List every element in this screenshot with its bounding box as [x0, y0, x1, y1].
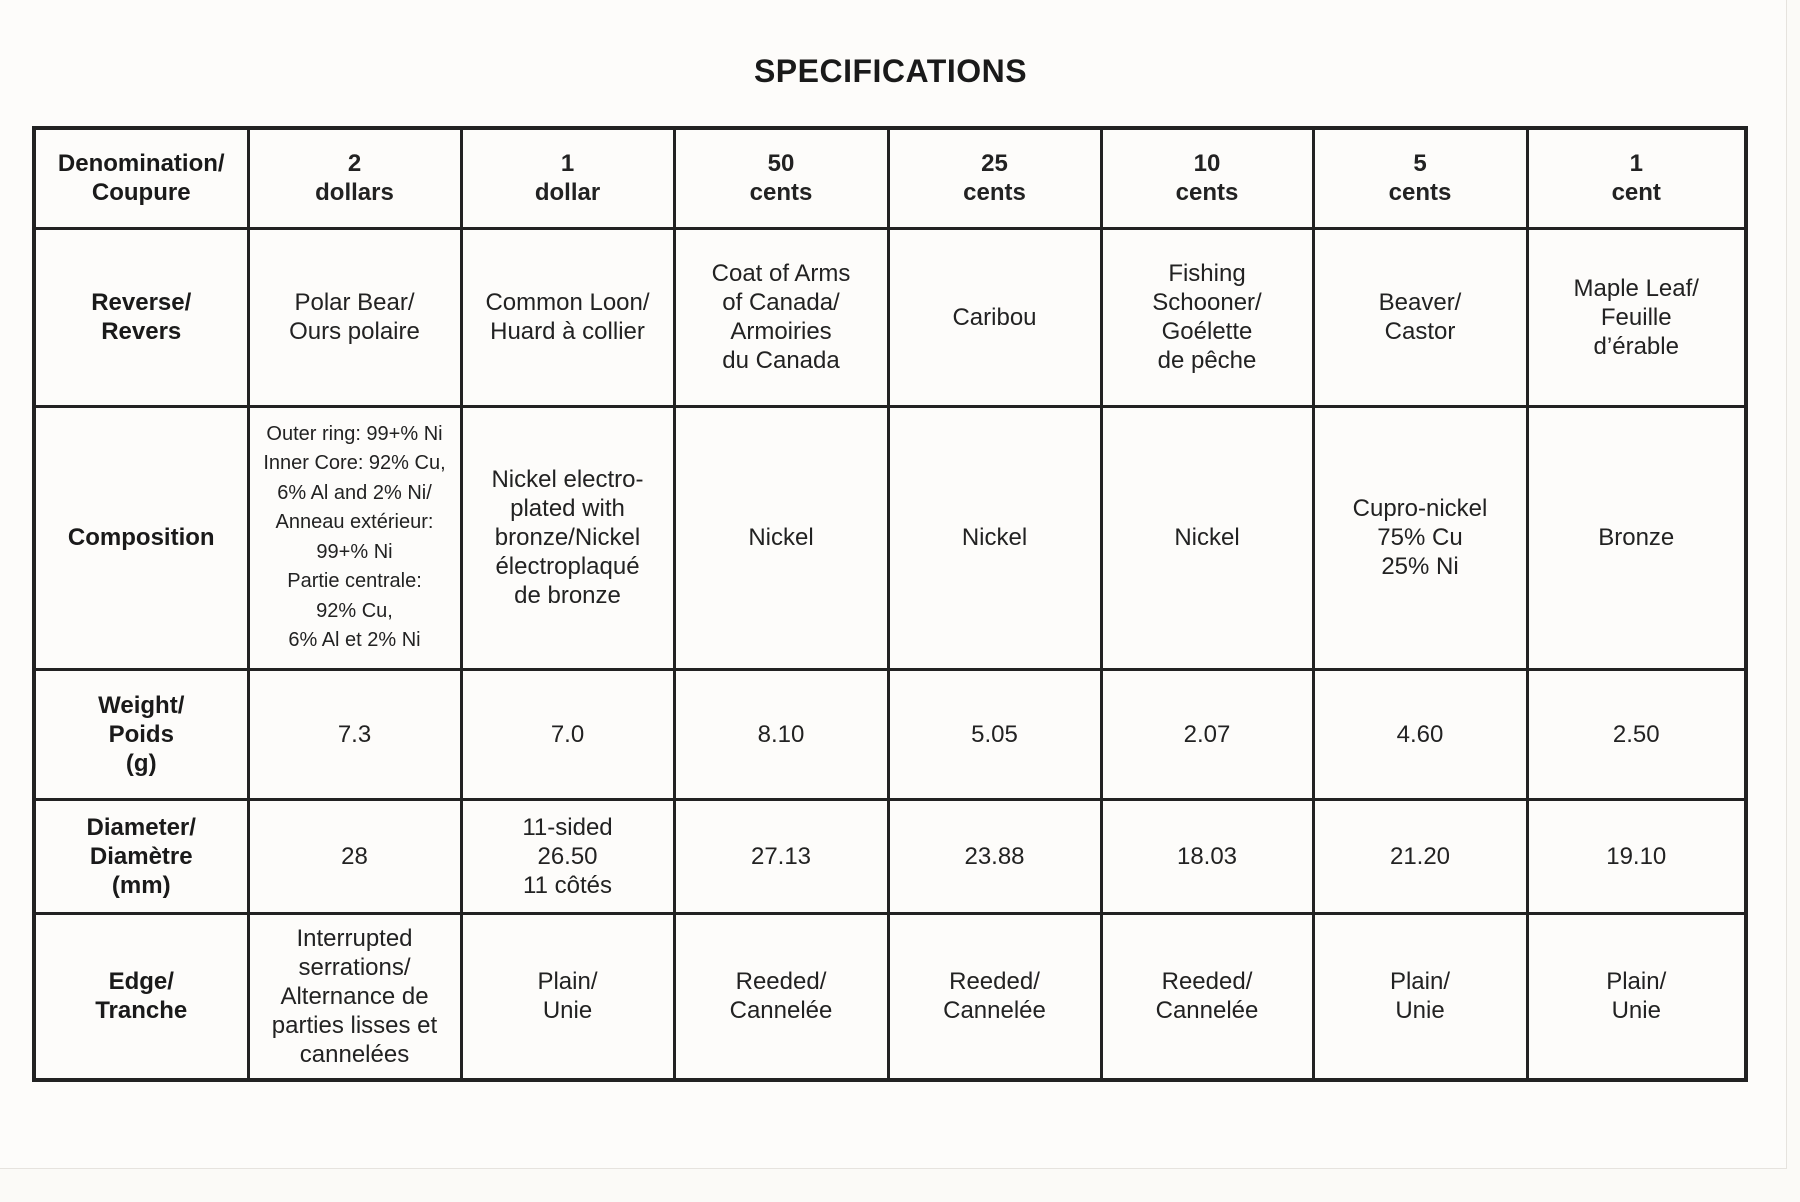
- weight-cell: 7.3: [248, 669, 461, 799]
- weight-cell: 4.60: [1313, 669, 1527, 799]
- denomination-50-cents: 50 cents: [674, 128, 888, 228]
- row-weight: [34, 669, 1746, 799]
- reverse-cell: Coat of Arms of Canada/ Armoiries du Canada: [674, 228, 888, 406]
- edge-cell: Plain/ Unie: [1313, 913, 1527, 1080]
- composition-cell: Cupro-nickel 75% Cu 25% Ni: [1313, 406, 1527, 669]
- row-header-composition: Composition: [34, 406, 248, 669]
- weight-cell: 2.50: [1527, 669, 1746, 799]
- denomination-25-cents: 25 cents: [888, 128, 1101, 228]
- composition-cell: Bronze: [1527, 406, 1746, 669]
- reverse-cell: Fishing Schooner/ Goélette de pêche: [1101, 228, 1313, 406]
- edge-cell: Reeded/ Cannelée: [674, 913, 888, 1080]
- diameter-cell: 19.10: [1527, 799, 1746, 913]
- row-edge: [34, 913, 1746, 1080]
- reverse-cell: Maple Leaf/ Feuille d’érable: [1527, 228, 1746, 406]
- row-diameter: [34, 799, 1746, 913]
- edge-cell: Interrupted serrations/ Alternance de parties lisses et cannelées: [248, 913, 461, 1080]
- denomination-1-cent: 1 cent: [1527, 128, 1746, 228]
- denomination-10-cents: 10 cents: [1101, 128, 1313, 228]
- row-composition: [34, 406, 1746, 669]
- row-header-diameter: Diameter/ Diamètre (mm): [34, 799, 248, 913]
- row-header-edge: Edge/ Tranche: [34, 913, 248, 1080]
- composition-cell: Nickel electro- plated with bronze/Nickel électroplaqué de bronze: [461, 406, 674, 669]
- diameter-cell: 23.88: [888, 799, 1101, 913]
- reverse-cell: Beaver/ Castor: [1313, 228, 1527, 406]
- row-denomination: [34, 128, 1746, 228]
- denomination-2-dollars: 2 dollars: [248, 128, 461, 228]
- reverse-cell: Common Loon/ Huard à collier: [461, 228, 674, 406]
- page-title: SPECIFICATIONS: [753, 53, 1028, 89]
- weight-cell: 5.05: [888, 669, 1101, 799]
- composition-cell: Nickel: [1101, 406, 1313, 669]
- composition-cell: Outer ring: 99+% Ni Inner Core: 92% Cu, 6% Al and 2% Ni/ Anneau extérieur: 99+% Ni Partie centrale: 92% Cu, 6% Al et 2% Ni: [248, 406, 461, 669]
- weight-cell: 8.10: [674, 669, 888, 799]
- diameter-cell: 21.20: [1313, 799, 1527, 913]
- diameter-cell: 18.03: [1101, 799, 1313, 913]
- denomination-5-cents: 5 cents: [1313, 128, 1527, 228]
- composition-cell: Nickel: [888, 406, 1101, 669]
- diameter-cell: 11-sided 26.50 11 côtés: [461, 799, 674, 913]
- row-reverse: [34, 228, 1746, 406]
- composition-cell: Nickel: [674, 406, 888, 669]
- weight-cell: 7.0: [461, 669, 674, 799]
- diameter-cell: 27.13: [674, 799, 888, 913]
- edge-cell: Reeded/ Cannelée: [888, 913, 1101, 1080]
- reverse-cell: Caribou: [888, 228, 1101, 406]
- row-header-denomination: Denomination/ Coupure: [34, 128, 248, 228]
- reverse-cell: Polar Bear/ Ours polaire: [248, 228, 461, 406]
- diameter-cell: 28: [248, 799, 461, 913]
- edge-cell: Reeded/ Cannelée: [1101, 913, 1313, 1080]
- row-header-reverse: Reverse/ Revers: [34, 228, 248, 406]
- denomination-1-dollar: 1 dollar: [461, 128, 674, 228]
- specifications-table: [32, 126, 1748, 1082]
- edge-cell: Plain/ Unie: [1527, 913, 1746, 1080]
- edge-cell: Plain/ Unie: [461, 913, 674, 1080]
- row-header-weight: Weight/ Poids (g): [34, 669, 248, 799]
- weight-cell: 2.07: [1101, 669, 1313, 799]
